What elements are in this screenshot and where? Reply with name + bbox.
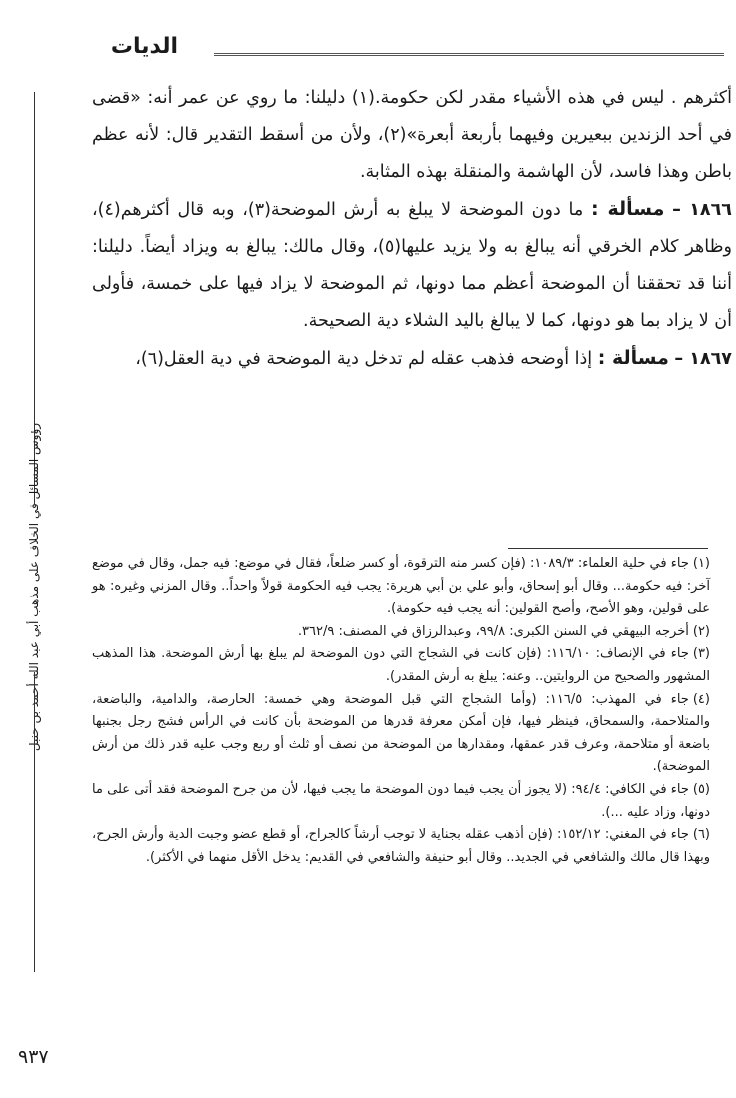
footnote-number: (١) [692,556,710,571]
footnote-number: (٤) [692,691,710,707]
footnote [92,621,710,644]
main-text [92,80,732,378]
page-number: ٩٣٧ [18,1046,49,1068]
footnote-number: (٣) [692,646,710,662]
running-title: الديات [110,34,178,59]
footnote [92,779,710,824]
issue-1866 [92,191,732,340]
issue-number: ١٨٦٦ – [672,200,732,220]
margin-rule-bottom [34,672,35,972]
side-caption [4,422,64,752]
footnote-text: جاء في الكافي: ٩٤/٤: (لا يجوز أن يجب فيما دون الموضحة ما يجب فيها، لأن من جرح الموضحة فقد أتى على ما دونها، وزاد عليه ...). [92,781,710,820]
side-caption-text: رؤوس المسائل في الخلاف على مذهب أبي عبد الله أحمد بن حنبل [27,422,41,752]
issue-label: مسألة : [597,347,669,369]
footnote-text: جاء في الإنصاف: ١١٦/١٠: (فإن كانت في الشجاج التي دون الموضحة لم يبلغ بها أرش الموضحة. هذا المذهب المشهور والصحيح من الروايتين.. وعنه: يبلغ به أرش المقدر). [92,646,710,684]
footnote-text: جاء في حلية العلماء: ١٠٨٩/٣: (فإن كسر منه الترقوة، أو كسر ضلعاً، فقال في موضع: فيه جمل، وقال في موضع آخر: فيه حكومة... وقال أبو إسحاق، وأبو علي بن أبي هريرة: يجب فيه الحكومة قولاً واحداً.. وقال المزني وغيره: هو على قولين، وهو الأصح، وأصح القولين: أنه يجب فيه حكومة). [92,556,710,617]
footnote-text: جاء في المهذب: ١١٦/٥: (وأما الشجاج التي قبل الموضحة وهي خمسة: الحارصة، والدامية، والباضعة، والمتلاحمة، والسمحاق، فينظر فيها، فإن أمكن معرفة قدرها من الموضحة بأن كانت في الرأس فشج رجل بجنبها باضعة أو متلاحمة، وعرف قدر عمقها، ومقدارها من الموضحة من نصف أو ثلث أو ربع وجب عليه قدر ذلك من أرش الموضحة). [92,691,710,775]
footnote [92,689,710,779]
footnote [92,643,710,688]
footnote-number: (٥) [692,781,710,797]
footnote-text: جاء في المغني: ١٥٢/١٢: (فإن أذهب عقله بجناية لا توجب أرشاً كالجراح، أو قطع عضو وجبت الدية وأرش الجرح، وبهذا قال مالك والشافعي في الجديد.. وقال أبو حنيفة والشافعي في القديم: يدخل الأقل منهما في الأكثر). [92,827,710,865]
footnote [92,553,710,621]
issue-text: إذا أوضحه فذهب عقله لم تدخل دية الموضحة في دية العقل(٦)، [135,349,593,369]
issue-text: ما دون الموضحة لا يبلغ به أرش الموضحة(٣)، وبه قال أكثرهم(٤)، وظاهر كلام الخرقي أنه يبالغ به ولا يزيد عليها(٥)، وقال مالك: يبالغ به ويزاد أيضاً. دليلنا: أننا قد تحققنا أن الموضحة أعظم مما دونها، ثم الموضحة لا يزاد فيها على خمسة، فأولى أن لا يزاد بما هو دونها، كما لا يبالغ باليد الشلاء دية الصحيحة. [92,200,732,331]
issue-1867 [92,340,732,378]
footnote-separator [508,548,708,549]
footnote-number: (٢) [692,623,710,639]
footnote-text: أخرجه البيهقي في السنن الكبرى: ٩٩/٨، وعبدالرزاق في المصنف: ٣٦٢/٩. [297,623,689,639]
header-rule [214,53,724,56]
paragraph-continuation: أكثرهم . ليس في هذه الأشياء مقدر لكن حكومة.(١) دليلنا: ما روي عن عمر أنه: «قضى في أحد الزندين ببعيرين وفيهما بأربعة أبعرة»(٢)، ولأن من أسقط التقدير قال: لأنه عظم باطن وهذا فاسد، لأن الهاشمة والمنقلة بهذه المثابة. [92,88,732,182]
footnote-number: (٦) [692,827,710,843]
issue-label: مسألة : [591,198,665,220]
footnotes [92,553,710,869]
issue-number: ١٨٦٧ – [674,349,732,369]
footnote [92,824,710,869]
